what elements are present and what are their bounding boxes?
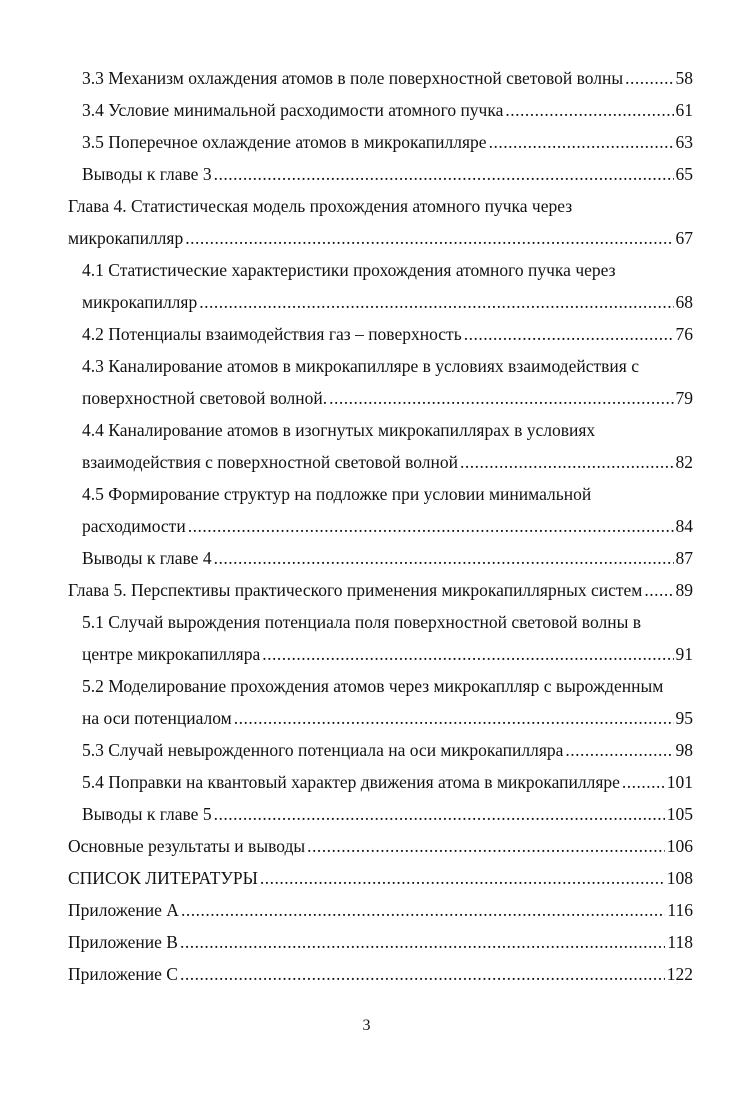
toc-entry-title: микрокапилляр xyxy=(82,292,198,312)
toc-entry-title: Приложение В xyxy=(68,932,178,952)
toc-entry-title: СПИСОК ЛИТЕРАТУРЫ xyxy=(68,868,258,888)
toc-leader-dots xyxy=(460,446,673,478)
toc-leader-dots xyxy=(185,222,673,254)
toc-leader-dots xyxy=(188,510,674,542)
toc-entry-page: 82 xyxy=(675,452,693,472)
toc-entry-page: 76 xyxy=(675,324,693,344)
toc-entry-page: 95 xyxy=(675,708,693,728)
toc-entry-title: 5.4 Поправки на квантовый характер движения атома в микрокапилляре xyxy=(82,772,620,792)
toc-leader-dots xyxy=(180,958,665,990)
toc-entry-page: 89 xyxy=(675,580,693,600)
toc-entry-page: 106 xyxy=(666,836,693,856)
toc-entry-page: 61 xyxy=(675,100,693,120)
toc-leader-dots xyxy=(622,766,665,798)
toc-entry-chapter xyxy=(68,958,693,990)
toc-entry-title: 3.5 Поперечное охлаждение атомов в микрокапилляре xyxy=(82,132,487,152)
toc-leader-dots xyxy=(214,542,674,574)
toc-entry-title: Приложение А xyxy=(68,900,179,920)
toc-entry xyxy=(68,350,693,414)
toc-entry xyxy=(68,254,693,318)
toc-entry-page: 98 xyxy=(675,740,693,760)
toc-entry-title-line1: 4.1 Статистические характеристики прохождения атомного пучка через xyxy=(82,260,616,280)
toc-entry-title-line1: 4.3 Каналирование атомов в микрокапилляре в условиях взаимодействия с xyxy=(82,356,639,376)
toc-leader-dots xyxy=(181,894,665,926)
toc-entry xyxy=(68,734,693,766)
toc-entry-title: 3.3 Механизм охлаждения атомов в поле поверхностной световой волны xyxy=(82,68,624,88)
toc-entry-chapter xyxy=(68,830,693,862)
table-of-contents xyxy=(68,62,693,990)
toc-entry xyxy=(68,478,693,542)
toc-leader-dots xyxy=(307,830,665,862)
toc-entry-page: 65 xyxy=(675,164,693,184)
toc-leader-dots xyxy=(214,158,674,190)
toc-entry xyxy=(68,798,693,830)
toc-entry xyxy=(68,414,693,478)
toc-entry-page: 79 xyxy=(675,388,693,408)
toc-entry-title: расходимости xyxy=(82,516,186,536)
toc-entry-page: 101 xyxy=(666,772,693,792)
toc-entry-page: 87 xyxy=(675,548,693,568)
toc-entry-title: Выводы к главе 3 xyxy=(82,164,212,184)
toc-leader-dots xyxy=(260,862,665,894)
toc-entry xyxy=(68,94,693,126)
toc-entry-chapter xyxy=(68,574,693,606)
toc-leader-dots xyxy=(214,798,665,830)
toc-leader-dots xyxy=(565,734,673,766)
toc-entry-title: Выводы к главе 5 xyxy=(82,804,212,824)
toc-entry-chapter xyxy=(68,926,693,958)
toc-entry-chapter xyxy=(68,190,693,254)
toc-entry-title-line1: 4.5 Формирование структур на подложке при условии минимальной xyxy=(82,484,592,504)
toc-entry-title: Основные результаты и выводы xyxy=(68,836,306,856)
toc-entry xyxy=(68,158,693,190)
page-number: 3 xyxy=(362,1017,371,1034)
toc-entry-page: 105 xyxy=(666,804,693,824)
toc-entry-title-line1: Глава 4. Статистическая модель прохождения атомного пучка через xyxy=(68,196,573,216)
toc-entry-title: 4.2 Потенциалы взаимодействия газ – поверхность xyxy=(82,324,462,344)
toc-entry-title: микрокапилляр xyxy=(68,228,184,248)
toc-entry-title: 5.3 Случай невырожденного потенциала на оси микрокапилляра xyxy=(82,740,564,760)
toc-entry-page: 63 xyxy=(675,132,693,152)
toc-entry-title: взаимодействия с поверхностной световой волной xyxy=(82,452,459,472)
toc-entry-chapter xyxy=(68,862,693,894)
toc-entry-title-line1: 5.2 Моделирование прохождения атомов через микрокаплляр с вырожденным xyxy=(82,676,664,696)
toc-entry-title: Выводы к главе 4 xyxy=(82,548,212,568)
toc-entry xyxy=(68,542,693,574)
toc-entry-title: Глава 5. Перспективы практического применения микрокапиллярных систем xyxy=(68,580,643,600)
toc-entry xyxy=(68,606,693,670)
toc-entry-chapter xyxy=(68,894,693,926)
toc-entry-page: 91 xyxy=(675,644,693,664)
toc-leader-dots xyxy=(464,318,674,350)
toc-leader-dots xyxy=(329,382,673,414)
toc-leader-dots xyxy=(644,574,673,606)
toc-entry xyxy=(68,318,693,350)
toc-entry-title: поверхностной световой волной. xyxy=(82,388,328,408)
toc-entry-page: 122 xyxy=(666,964,693,984)
toc-entry-title: Приложение С xyxy=(68,964,178,984)
toc-leader-dots xyxy=(489,126,674,158)
toc-leader-dots xyxy=(180,926,665,958)
toc-entry-title: 3.4 Условие минимальной расходимости атомного пучка xyxy=(82,100,504,120)
toc-entry-page: 58 xyxy=(675,68,693,88)
toc-entry-page: 67 xyxy=(675,228,693,248)
toc-entry-page: 84 xyxy=(675,516,693,536)
toc-entry-page: 68 xyxy=(675,292,693,312)
toc-entry xyxy=(68,766,693,798)
toc-leader-dots xyxy=(234,702,674,734)
toc-entry-title: центре микрокапилляра xyxy=(82,644,261,664)
toc-entry-title: на оси потенциалом xyxy=(82,708,232,728)
toc-entry-page: 116 xyxy=(667,900,693,920)
toc-entry xyxy=(68,670,693,734)
toc-leader-dots xyxy=(262,638,673,670)
toc-entry-title-line1: 5.1 Случай вырождения потенциала поля поверхностной световой волны в xyxy=(82,612,641,632)
toc-entry-title-line1: 4.4 Каналирование атомов в изогнутых микрокапиллярах в условиях xyxy=(82,420,596,440)
toc-entry xyxy=(68,126,693,158)
toc-leader-dots xyxy=(505,94,673,126)
toc-entry-page: 118 xyxy=(667,932,693,952)
toc-leader-dots xyxy=(625,62,673,94)
toc-leader-dots xyxy=(199,286,673,318)
toc-entry-page: 108 xyxy=(666,868,693,888)
toc-entry xyxy=(68,62,693,94)
